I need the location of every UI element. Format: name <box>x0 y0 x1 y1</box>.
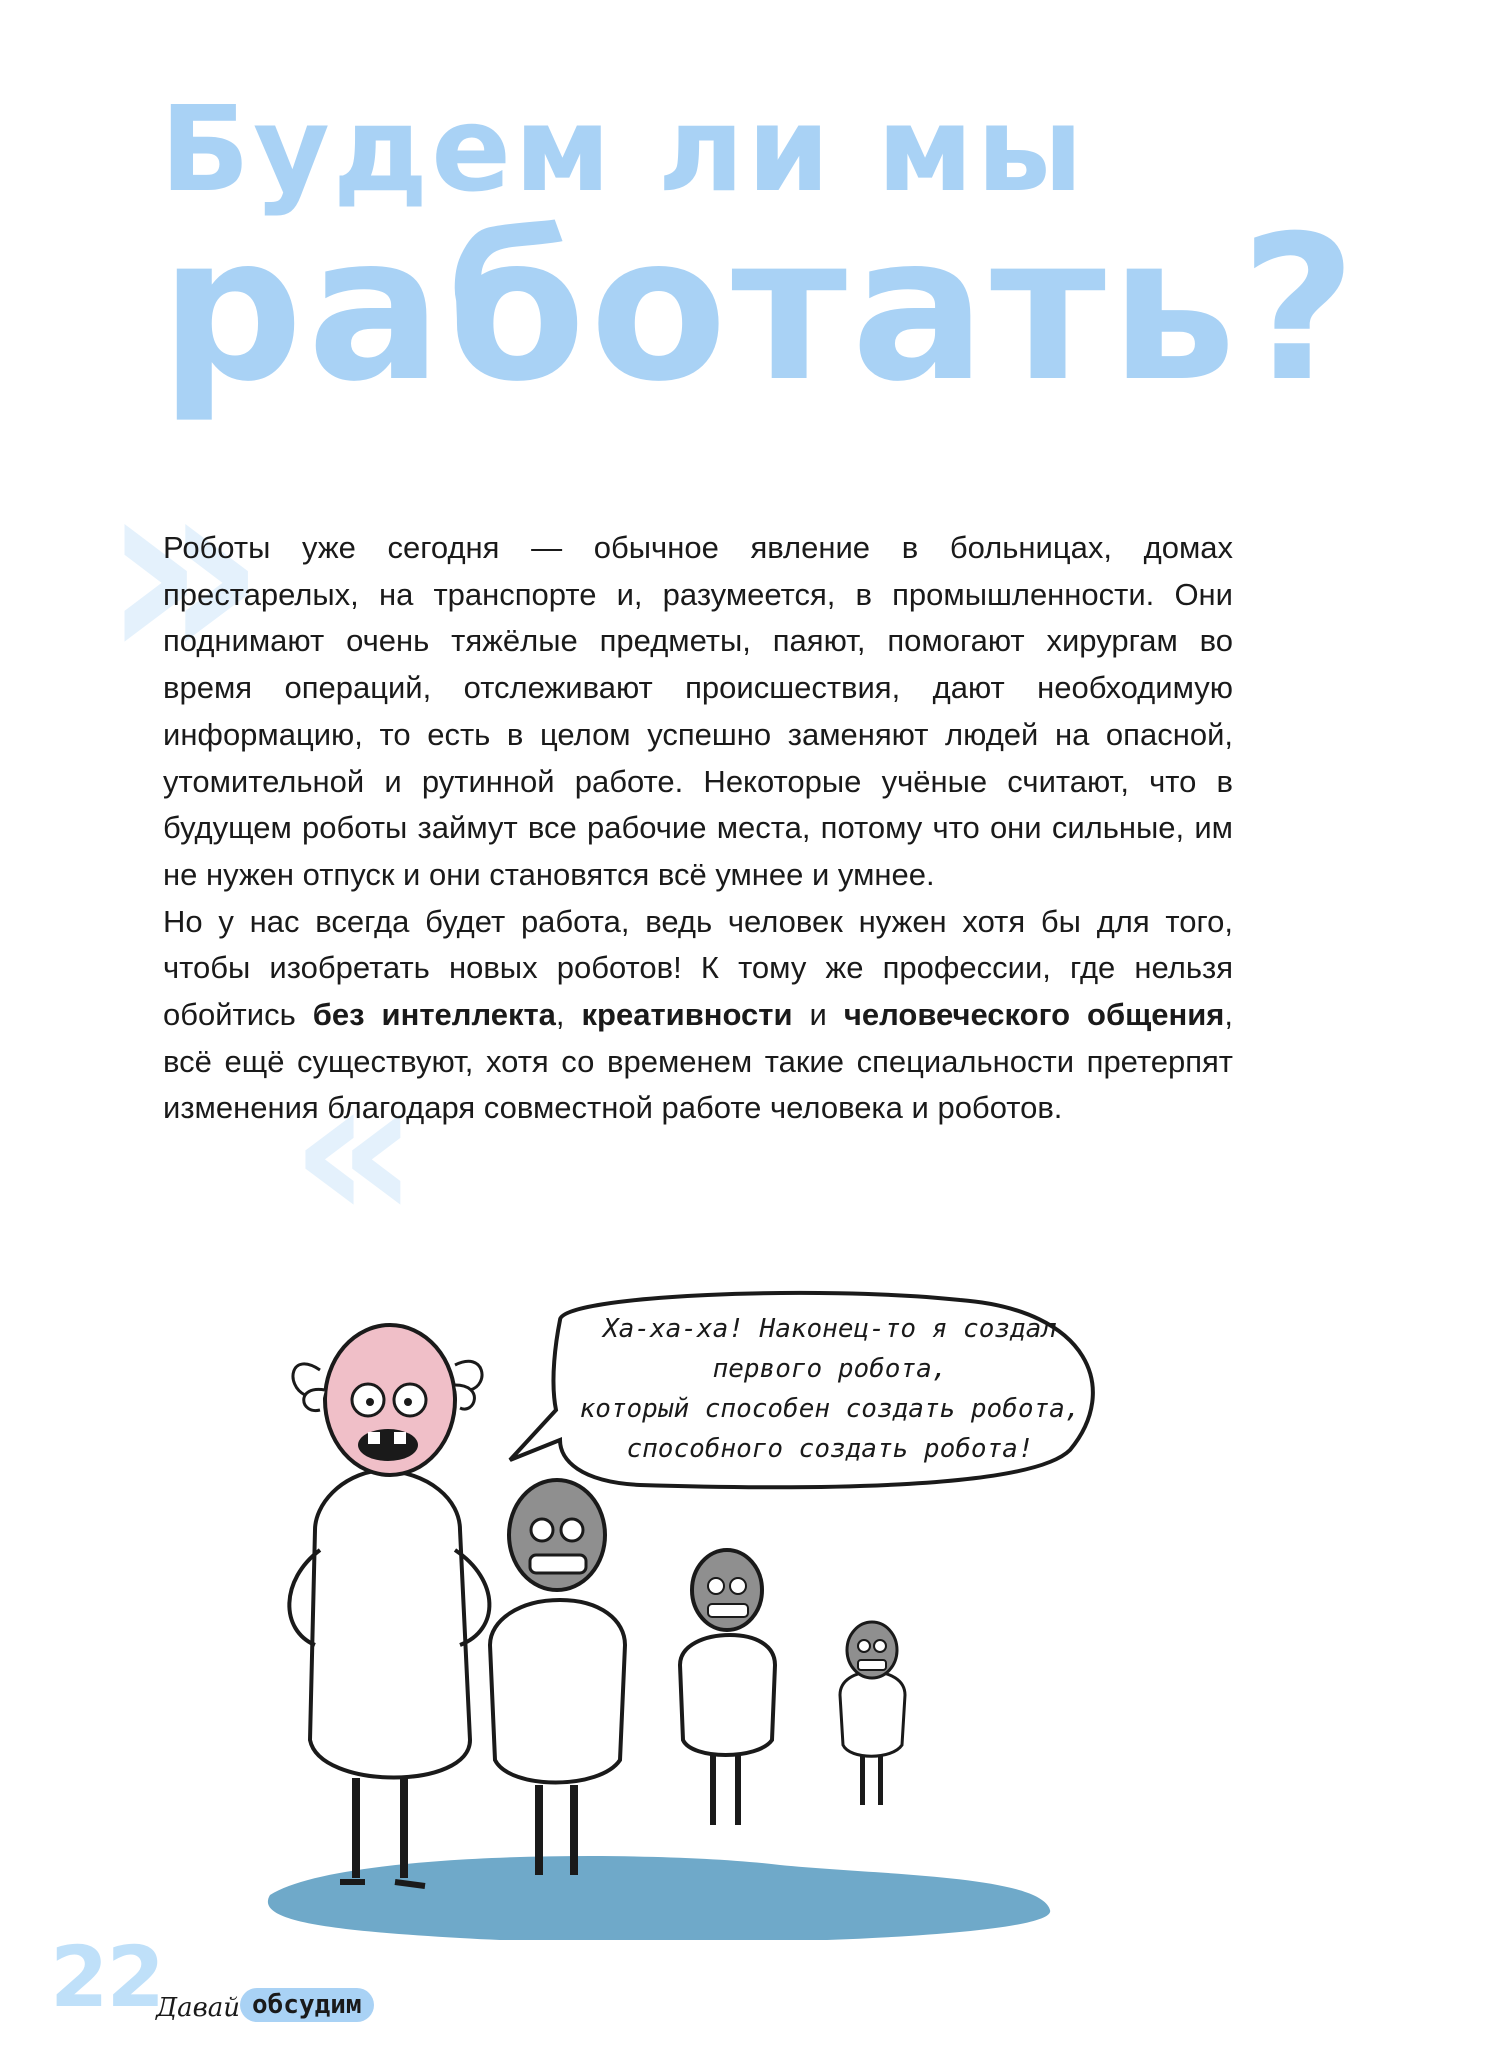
page-title <box>160 80 1361 426</box>
chevron-left-icon: « <box>290 1033 420 1266</box>
page-number: 22 <box>50 1928 163 2026</box>
paragraph-2-part-1: Но у нас всегда будет работа, ведь человек нужен хотя бы для того, чтобы изобретать новых роботов! К тому же профессии, где нельзя обойтись <box>163 903 1233 1033</box>
speech-line-1: Ха-ха-ха! Наконец-то я создал <box>603 1314 1057 1344</box>
bold-creativity: креативности <box>581 997 793 1033</box>
ground-shadow <box>268 1856 1050 1940</box>
robot-figure-medium <box>680 1550 775 1825</box>
bold-intellect: без интеллекта <box>312 997 556 1033</box>
footer-section-badge: обсудим <box>240 1988 374 2022</box>
speech-line-2: первого робота, <box>712 1354 948 1384</box>
scientist-figure <box>289 1325 489 1886</box>
chevron-right-icon: » <box>100 419 268 721</box>
bold-human-communication: человеческого общения <box>843 997 1225 1033</box>
speech-line-4: способного создать робота! <box>626 1434 1034 1464</box>
paragraph-2-part-2: , <box>555 997 582 1033</box>
robot-figure-small <box>840 1622 905 1805</box>
paragraph-2-part-3: и <box>792 997 844 1033</box>
title-line-1: Будем ли мы <box>160 80 1087 218</box>
title-line-2: работать? <box>160 193 1361 426</box>
robot-figure-large <box>490 1480 625 1875</box>
footer-section-label: Давай <box>156 1993 241 2023</box>
speech-line-3: который способен создать робота, <box>579 1394 1081 1424</box>
speech-bubble-text <box>560 1298 1100 1480</box>
paragraph-2-part-4: , всё ещё существуют, хотя со временем такие специальности претерпят изменения благодаря совместной работе человека и роботов. <box>163 997 1233 1126</box>
paragraph-1: Роботы уже сегодня — обычное явление в больницах, домах престарелых, на транспорте и, разумеется, в промышленности. Они поднимают очень тяжёлые предметы, паяют, помогают хирургам во время операций, отслеживают происшествия, дают необходимую информацию, то есть в целом успешно заменяют людей на опасной, утомительной и рутинной работе. Некоторые учёные считают, что в будущем роботы займут все рабочие места, потому что они сильные, им не нужен отпуск и они становятся всё умнее и умнее. <box>163 530 1233 892</box>
paragraph-2 <box>163 899 1233 1133</box>
article-body <box>163 525 1233 1132</box>
